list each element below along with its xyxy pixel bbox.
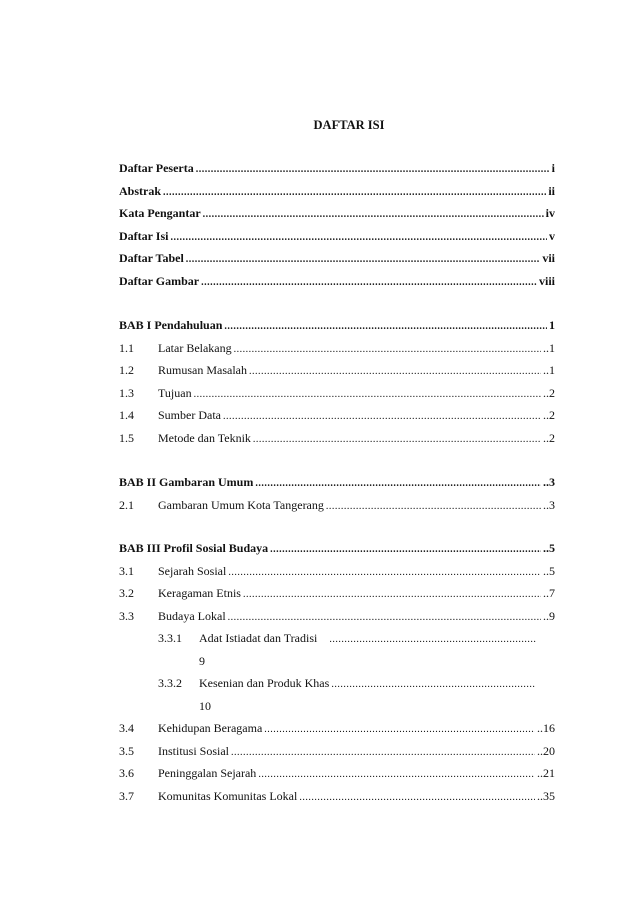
toc-entry[interactable] <box>119 206 555 229</box>
page-title: DAFTAR ISI <box>313 118 385 132</box>
toc-label: Daftar Gambar <box>119 273 200 288</box>
toc-number: 3.4 <box>119 721 134 735</box>
toc-entry[interactable] <box>119 251 555 274</box>
toc-entry[interactable] <box>119 498 555 521</box>
toc-bab-1 <box>119 318 555 453</box>
toc-label: Sejarah Sosial <box>158 563 227 578</box>
toc-entry[interactable] <box>119 721 555 744</box>
leader-dots <box>186 254 541 265</box>
toc-entry[interactable] <box>119 341 555 364</box>
toc-label: Komunitas Komunitas Lokal <box>158 788 298 803</box>
leader-dots <box>270 544 541 555</box>
toc-label: Daftar Peserta <box>119 161 194 175</box>
toc-label: Sumber Data <box>158 408 221 422</box>
toc-label: Abstrak <box>119 183 162 198</box>
toc-page: ..2 <box>543 430 555 445</box>
toc-page: iv <box>545 206 555 220</box>
toc-number: 1.5 <box>119 430 134 445</box>
leader-dots <box>224 321 547 332</box>
toc-label: Rumusan Masalah <box>158 363 247 377</box>
toc-page: 10 <box>199 698 211 713</box>
toc-label: Kehidupan Beragama <box>158 721 263 735</box>
toc-entry[interactable] <box>119 363 555 386</box>
toc-chapter-heading[interactable] <box>119 541 555 564</box>
toc-label: Kata Pengantar <box>119 206 201 220</box>
toc-label: Tujuan <box>158 385 192 400</box>
leader-dots <box>170 232 547 243</box>
toc-label: Budaya Lokal <box>158 608 226 623</box>
toc-entry[interactable] <box>119 564 555 587</box>
leader-dots <box>326 501 541 512</box>
toc-page: viii <box>538 273 555 288</box>
toc-page: ..7 <box>543 586 555 600</box>
toc-page: ..3 <box>543 475 555 489</box>
toc-number: 3.3.1 <box>158 631 182 645</box>
toc-number: 3.3.2 <box>158 676 182 690</box>
toc-page: ..20 <box>537 743 555 758</box>
toc-label: Adat Istiadat dan Tradisi <box>199 631 318 645</box>
toc-page: v <box>549 228 555 243</box>
toc-entry[interactable] <box>119 431 555 454</box>
toc-number: 1.4 <box>119 408 134 422</box>
toc-entry[interactable] <box>119 184 555 207</box>
toc-page: ..16 <box>537 721 555 735</box>
toc-page: ii <box>548 183 555 198</box>
toc-number: 1.3 <box>119 385 134 400</box>
toc-page: ..2 <box>543 408 555 422</box>
leader-dots <box>228 612 541 623</box>
leader-dots <box>228 567 541 578</box>
toc-page: ..3 <box>543 497 555 512</box>
toc-entry[interactable] <box>119 744 555 767</box>
toc-chapter-heading[interactable] <box>119 318 555 341</box>
toc-page: vii <box>542 251 555 265</box>
toc-entry[interactable] <box>119 609 555 632</box>
toc-page: ..5 <box>543 541 555 555</box>
toc-page: ..21 <box>537 766 555 780</box>
leader-dots <box>201 277 537 288</box>
leader-dots <box>196 164 550 175</box>
toc-page: ..9 <box>543 608 555 623</box>
toc-number: 3.2 <box>119 586 134 600</box>
toc-subentry[interactable] <box>119 631 538 654</box>
toc-front-matter <box>119 161 555 296</box>
toc-entry[interactable] <box>119 229 555 252</box>
toc-label: Keragaman Etnis <box>158 586 241 600</box>
toc-label: Gambaran Umum Kota Tangerang <box>158 497 324 512</box>
toc-subentry[interactable] <box>119 676 538 699</box>
toc-label: Daftar Isi <box>119 228 169 243</box>
toc-chapter-heading[interactable] <box>119 475 555 498</box>
toc-label: Institusi Sosial <box>158 743 230 758</box>
toc-entry[interactable] <box>119 789 555 812</box>
toc-number: 1.2 <box>119 363 134 377</box>
leader-dots <box>329 634 536 645</box>
leader-dots <box>264 724 535 735</box>
toc-number: 3.5 <box>119 743 134 758</box>
leader-dots <box>258 769 535 780</box>
toc-entry[interactable] <box>119 161 555 184</box>
toc-bab-3 <box>119 541 555 811</box>
toc-label: BAB I Pendahuluan <box>119 318 223 332</box>
toc-entry[interactable] <box>119 274 555 297</box>
leader-dots <box>223 411 541 422</box>
toc-number: 3.6 <box>119 766 134 780</box>
toc-page: ..1 <box>543 340 555 355</box>
toc-label: Metode dan Teknik <box>158 430 251 445</box>
toc-number: 1.1 <box>119 340 134 355</box>
leader-dots <box>231 747 535 758</box>
toc-number: 2.1 <box>119 497 134 512</box>
leader-dots <box>234 344 541 355</box>
toc-label: BAB III Profil Sosial Budaya <box>119 541 269 555</box>
toc-entry[interactable] <box>119 766 555 789</box>
leader-dots <box>299 792 535 803</box>
toc-label: Kesenian dan Produk Khas <box>199 676 330 690</box>
toc-entry[interactable] <box>119 408 555 431</box>
toc-page: ..1 <box>543 363 555 377</box>
leader-dots <box>255 478 541 489</box>
toc-entry[interactable] <box>119 386 555 409</box>
toc-label: Daftar Tabel <box>119 251 184 265</box>
toc-label: Latar Belakang <box>158 340 232 355</box>
toc-page: 9 <box>199 653 205 668</box>
leader-dots <box>331 679 536 690</box>
toc-page: 1 <box>549 318 555 332</box>
toc-number: 3.3 <box>119 608 134 623</box>
toc-page: ..2 <box>543 385 555 400</box>
toc-number: 3.7 <box>119 788 134 803</box>
toc-bab-2 <box>119 475 555 520</box>
leader-dots <box>243 589 541 600</box>
toc-entry[interactable] <box>119 586 555 609</box>
toc-number: 3.1 <box>119 563 134 578</box>
leader-dots <box>194 389 541 400</box>
toc-label: BAB II Gambaran Umum <box>119 475 254 489</box>
toc-label: Peninggalan Sejarah <box>158 766 257 780</box>
toc-page: ..35 <box>537 788 555 803</box>
leader-dots <box>249 366 541 377</box>
leader-dots <box>203 209 544 220</box>
leader-dots <box>163 187 546 198</box>
leader-dots <box>253 434 541 445</box>
toc-page: i <box>551 161 555 175</box>
toc-page: ..5 <box>543 563 555 578</box>
